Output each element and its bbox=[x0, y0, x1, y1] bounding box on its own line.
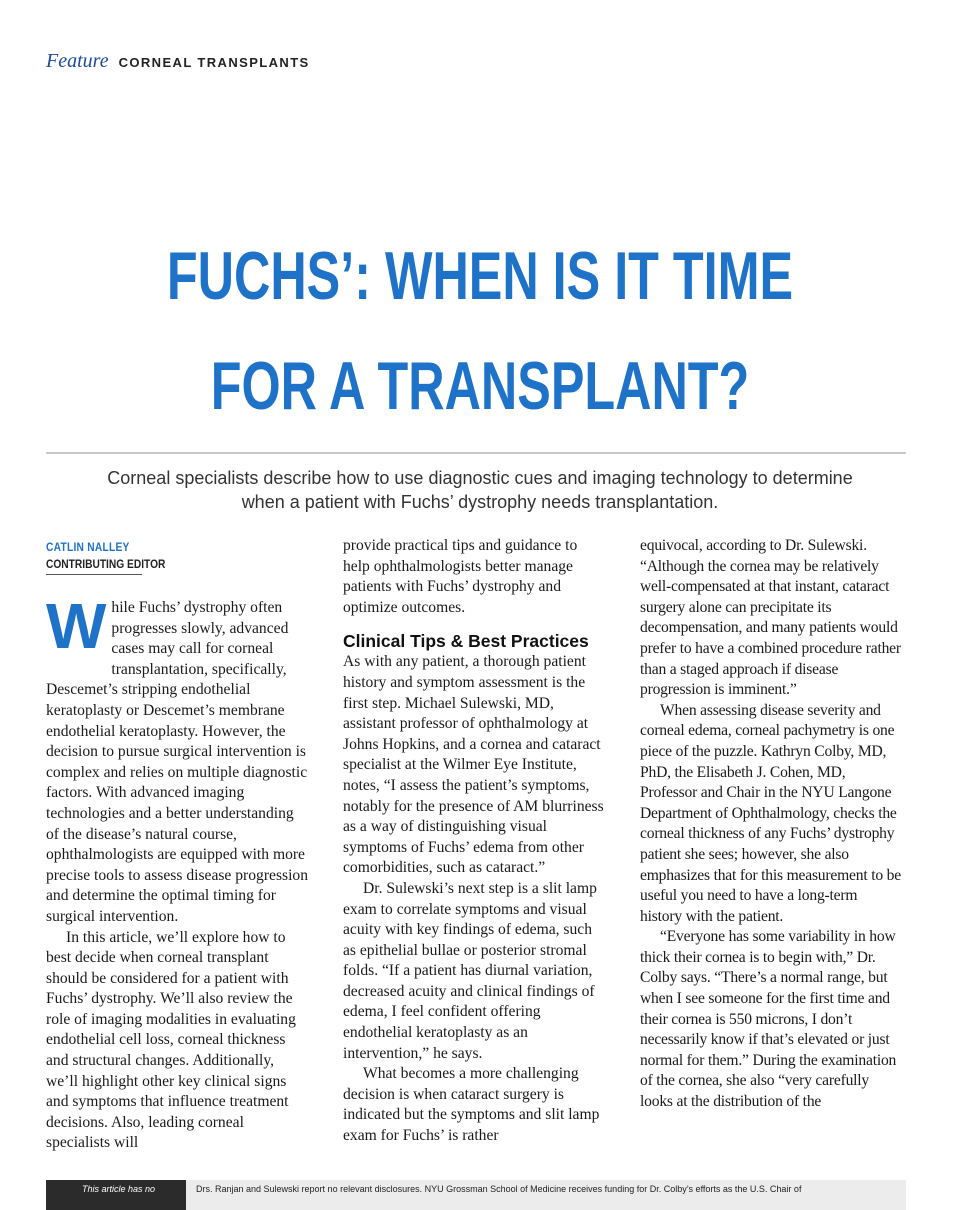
headline-line-1: FUCHS’: WHEN IS IT TIME bbox=[166, 238, 794, 314]
headline-divider bbox=[46, 452, 906, 454]
column-2 bbox=[343, 536, 605, 1147]
paragraph-intro bbox=[46, 590, 309, 928]
deck-line-2: when a patient with Fuchs’ dystrophy needs transplantation. bbox=[241, 492, 719, 512]
paragraph-intro-text: hile Fuchs’ dystrophy often progresses slowly, advanced cases may call for corneal transplantation, specifically, Descemet’s stripping endothelial keratoplasty or Descemet’s membrane endothelial keratoplasty. However, the decision to pursue surgical intervention is complex and relies on multiple diagnostic factors. With advanced imaging technologies and a better understanding of the disease’s natural course, ophthalmologists are equipped with more precise tools to assess disease progression and determine the optimal timing for surgical intervention. bbox=[46, 599, 309, 925]
paragraph: equivocal, according to Dr. Sulewski. “Although the cornea may be relatively well-compensated at that instant, cataract surgery alone can precipitate its decompensation, and many patients would prefer to have a combined procedure rather than a staged approach if disease progression is imminent.” bbox=[640, 537, 901, 699]
paragraph: Dr. Sulewski’s next step is a slit lamp exam to correlate symptoms and visual acuity with key findings of edema, such as epithelial bullae or posterior stromal folds. “If a patient has diurnal variation, decreased acuity and clinical findings of edema, I feel confident offering endothelial keratoplasty as an intervention,” he says. bbox=[343, 879, 597, 1062]
byline-underline bbox=[46, 574, 142, 575]
paragraph: What becomes a more challenging decision is when cataract surgery is indicated but the symptoms and slit lamp exam for Fuchs’ is rather bbox=[343, 1065, 600, 1145]
column-1 bbox=[46, 590, 309, 1154]
drop-cap: W bbox=[46, 590, 107, 662]
footer-note: This article has no bbox=[46, 1180, 186, 1210]
disclosure-footer bbox=[46, 1180, 906, 1210]
feature-label: Feature bbox=[46, 50, 109, 72]
byline bbox=[46, 540, 306, 575]
section-label: CORNEAL TRANSPLANTS bbox=[118, 55, 310, 70]
column-3 bbox=[640, 536, 902, 1113]
paragraph: provide practical tips and guidance to help ophthalmologists better manage patients with Fuchs’ dystrophy and optimize outcomes. bbox=[343, 537, 578, 616]
deck-line-1: Corneal specialists describe how to use diagnostic cues and imaging technology to determine bbox=[107, 468, 853, 488]
paragraph: In this article, we’ll explore how to best decide when corneal transplant should be considered for a patient with Fuchs’ dystrophy. We’ll also review the role of imaging modalities in evaluating endothelial cell loss, corneal thickness and structural changes. Additionally, we’ll highlight other key clinical signs and symptoms that influence treatment decisions. Also, leading corneal specialists will bbox=[46, 928, 296, 1152]
section-header bbox=[46, 50, 310, 73]
deck bbox=[60, 466, 900, 514]
paragraph: “Everyone has some variability in how thick their cornea is to begin with,” Dr. Colby says. “There’s a normal range, but when I see someone for the first time and their cornea is 550 microns, I don’t necessarily know if that’s elevated or just normal for them.” During the examination of the cornea, she also “very carefully looks at the distribution of the bbox=[640, 928, 897, 1111]
author-role: CONTRIBUTING EDITOR bbox=[46, 557, 166, 571]
paragraph: When assessing disease severity and corneal edema, corneal pachymetry is one piece of the puzzle. Kathryn Colby, MD, PhD, the Elisabeth J. Cohen, MD, Professor and Chair in the NYU Langone Department of Ophthalmology, checks the corneal thickness of any Fuchs’ dystrophy patient she sees; however, she also emphasizes that for this measurement to be useful you need to have a long-term history with the patient. bbox=[640, 701, 901, 925]
paragraph: As with any patient, a thorough patient history and symptom assessment is the first step. Michael Sulewski, MD, assistant professor of ophthalmology at Johns Hopkins, and a cornea and cataract specialist at the Wilmer Eye Institute, notes, “I assess the patient’s symptoms, notably for the presence of AM blurriness as a way of distinguishing visual symptoms of Fuchs’ edema from other comorbidities, such as cataract.” bbox=[343, 653, 604, 877]
footer-disclosure-text: Drs. Ranjan and Sulewski report no relevant disclosures. NYU Grossman School of Medicine receives funding for Dr. Colby’s efforts as the U.S. Chair of bbox=[196, 1184, 802, 1194]
headline-line-2: FOR A TRANSPLANT? bbox=[210, 348, 750, 424]
author-name: CATLIN NALLEY bbox=[46, 540, 130, 554]
subheading: Clinical Tips & Best Practices bbox=[343, 631, 589, 652]
